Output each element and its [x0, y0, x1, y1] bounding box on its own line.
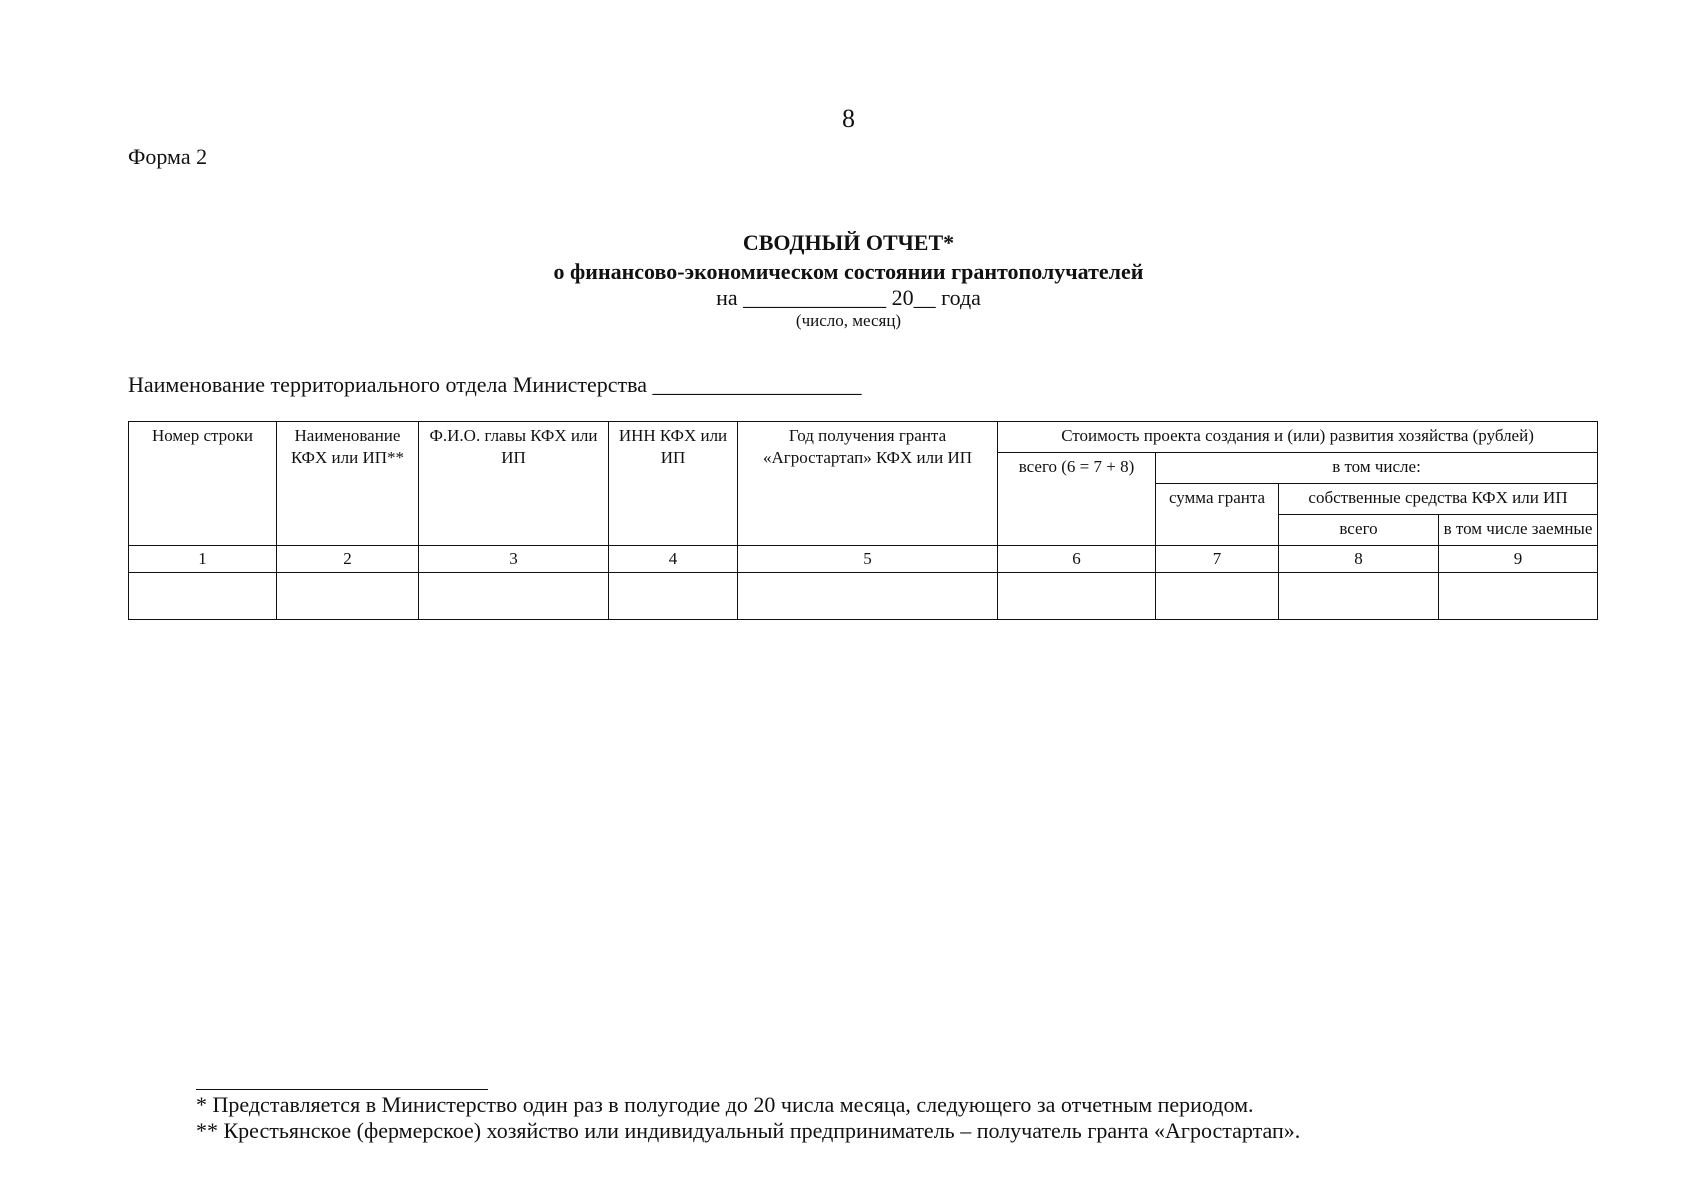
empty-cell [998, 573, 1156, 620]
report-subtitle: о финансово-экономическом состоянии грантополучателей [553, 259, 1144, 284]
header-grant-sum: сумма гранта [1156, 484, 1279, 546]
column-number: 6 [998, 546, 1156, 573]
column-number: 7 [1156, 546, 1279, 573]
report-table [128, 421, 1598, 620]
page-number: 8 [842, 104, 855, 133]
header-own-funds: собственные средства КФХ или ИП [1279, 484, 1598, 515]
department-line: Наименование территориального отдела Министерства ___________________ [128, 372, 862, 397]
column-number-row [129, 546, 1598, 573]
empty-cell [419, 573, 609, 620]
column-number: 5 [738, 546, 998, 573]
footnote-1: * Представляется в Министерство один раз в полугодие до 20 числа месяца, следующего за отчетным периодом. [196, 1092, 1254, 1117]
footnote-2: ** Крестьянское (фермерское) хозяйство или индивидуальный предприниматель – получатель гранта «Агростартап». [196, 1118, 1301, 1143]
header-row [129, 422, 1598, 453]
form-label: Форма 2 [128, 144, 208, 169]
header-project-cost: Стоимость проекта создания и (или) развития хозяйства (рублей) [998, 422, 1598, 453]
column-number: 4 [609, 546, 738, 573]
report-date-line: на _____________ 20__ года [716, 285, 981, 310]
report-title: СВОДНЫЙ ОТЧЕТ* [742, 230, 955, 255]
empty-cell [609, 573, 738, 620]
header-name: Наименование КФХ или ИП** [277, 422, 419, 546]
empty-cell [738, 573, 998, 620]
table-row [129, 573, 1598, 620]
empty-cell [277, 573, 419, 620]
header-including: в том числе: [1156, 453, 1598, 484]
header-grant-year: Год получения гранта «Агростартап» КФХ или ИП [738, 422, 998, 546]
header-total: всего (6 = 7 + 8) [998, 453, 1156, 546]
column-number: 1 [129, 546, 277, 573]
report-date-hint: (число, месяц) [795, 311, 902, 330]
empty-cell [129, 573, 277, 620]
header-own-borrowed: в том числе заемные [1439, 515, 1598, 546]
empty-cell [1439, 573, 1598, 620]
column-number: 9 [1439, 546, 1598, 573]
header-fio: Ф.И.О. главы КФХ или ИП [419, 422, 609, 546]
column-number: 2 [277, 546, 419, 573]
column-number: 8 [1279, 546, 1439, 573]
header-row-number: Номер строки [129, 422, 277, 546]
column-number: 3 [419, 546, 609, 573]
empty-cell [1156, 573, 1279, 620]
header-own-total: всего [1279, 515, 1439, 546]
empty-cell [1279, 573, 1439, 620]
header-inn: ИНН КФХ или ИП [609, 422, 738, 546]
footnote-rule [196, 1089, 488, 1090]
